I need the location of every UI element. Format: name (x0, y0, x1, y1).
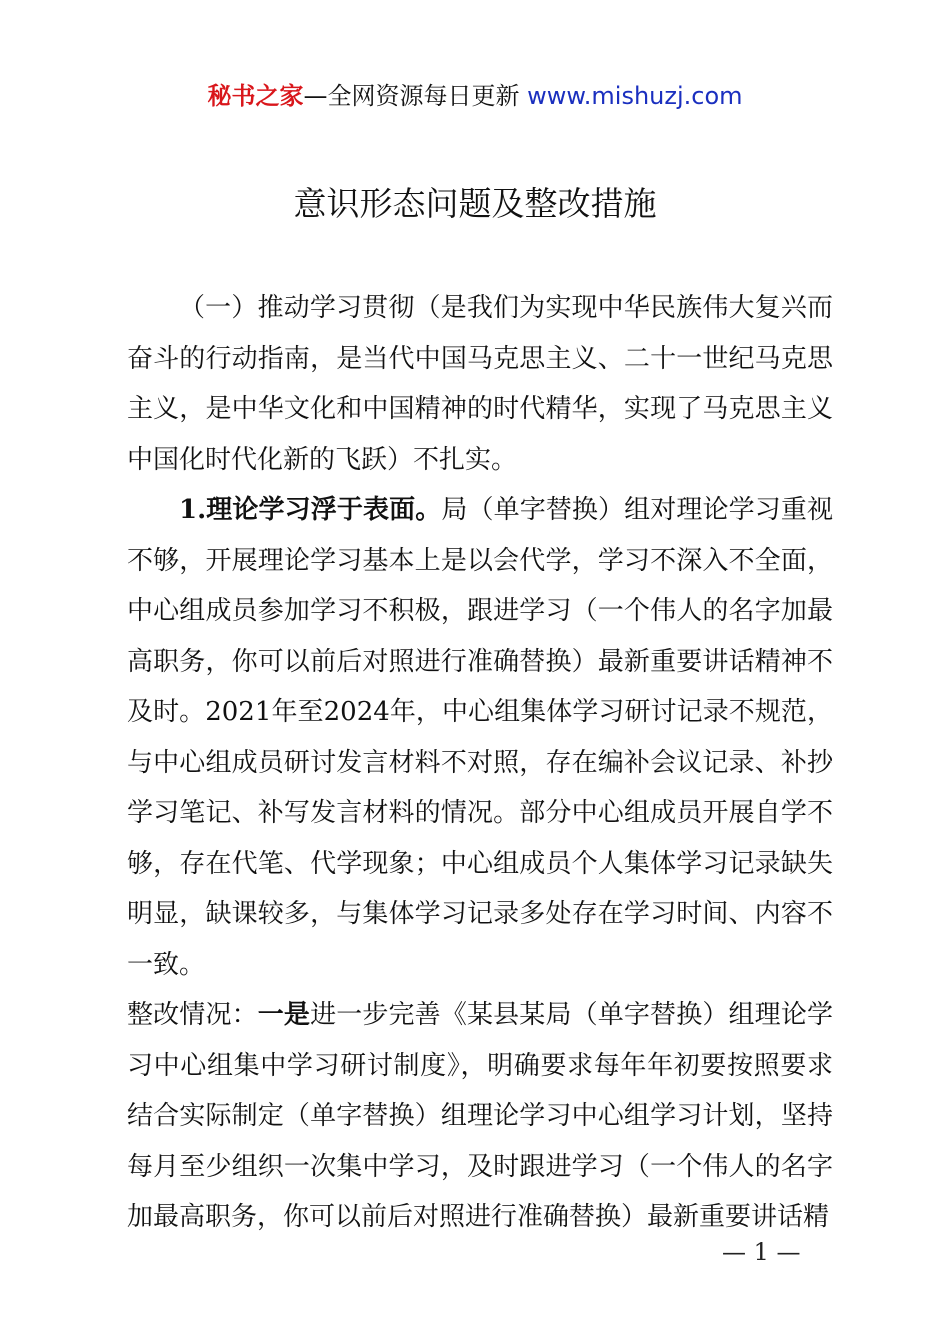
year-end: 2024 (323, 697, 390, 727)
item-heading: 理论学习浮于表面。 (206, 495, 442, 525)
paragraph-rectification (127, 990, 833, 1243)
paragraph-section-1: （一）推动学习贯彻（是我们为实现中华民族伟大复兴而奋斗的行动指南，是当代中国马克思主义、二十一世纪马克思主义，是中华文化和中国精神的时代精华，实现了马克思主义中国化时代化新的飞跃）不扎实。 (127, 293, 833, 475)
page-number: — 1 — (722, 1238, 801, 1266)
item-text-c: 年，中心组集体学习研讨记录不规范，与中心组成员研讨发言材料不对照，存在编补会议记录、补抄学习笔记、补写发言材料的情况。部分中心组成员开展自学不够，存在代笔、代学现象；中心组成员个人集体学习记录缺失明显，缺课较多，与集体学习记录多处存在学习时间、内容不一致。 (127, 697, 833, 980)
brand-name: 秘书之家 (207, 82, 304, 110)
item-text-b: 年至 (271, 697, 324, 727)
site-url-link[interactable]: www.mishuzj.com (527, 82, 743, 110)
document-title: 意识形态问题及整改措施 (293, 184, 657, 223)
document-body (127, 283, 833, 1243)
item-number: 1. (179, 495, 207, 525)
item-text-a: 局（单字替换）组对理论学习重视不够，开展理论学习基本上是以会代学，学习不深入不全面，中心组成员参加学习不积极，跟进学习（一个伟人的名字加最高职务，你可以前后对照进行准确替换）最新重要讲话精神不及时。 (127, 495, 833, 727)
rectification-lead: 整改情况： (127, 1000, 258, 1030)
paragraph-item-1 (127, 485, 833, 990)
year-start: 2021 (205, 697, 272, 727)
site-banner (0, 80, 950, 112)
banner-tagline: —全网资源每日更新 (303, 82, 520, 110)
rectification-first-point: 一是 (257, 1000, 311, 1030)
rectification-text: 进一步完善《某县某局（单字替换）组理论学习中心组集中学习研讨制度》，明确要求每年年初要按照要求结合实际制定（单字替换）组理论学习中心组学习计划，坚持每月至少组织一次集中学习，及时跟进学习（一个伟人的名字加最高职务，你可以前后对照进行准确替换）最新重要讲话精 (127, 1000, 833, 1232)
